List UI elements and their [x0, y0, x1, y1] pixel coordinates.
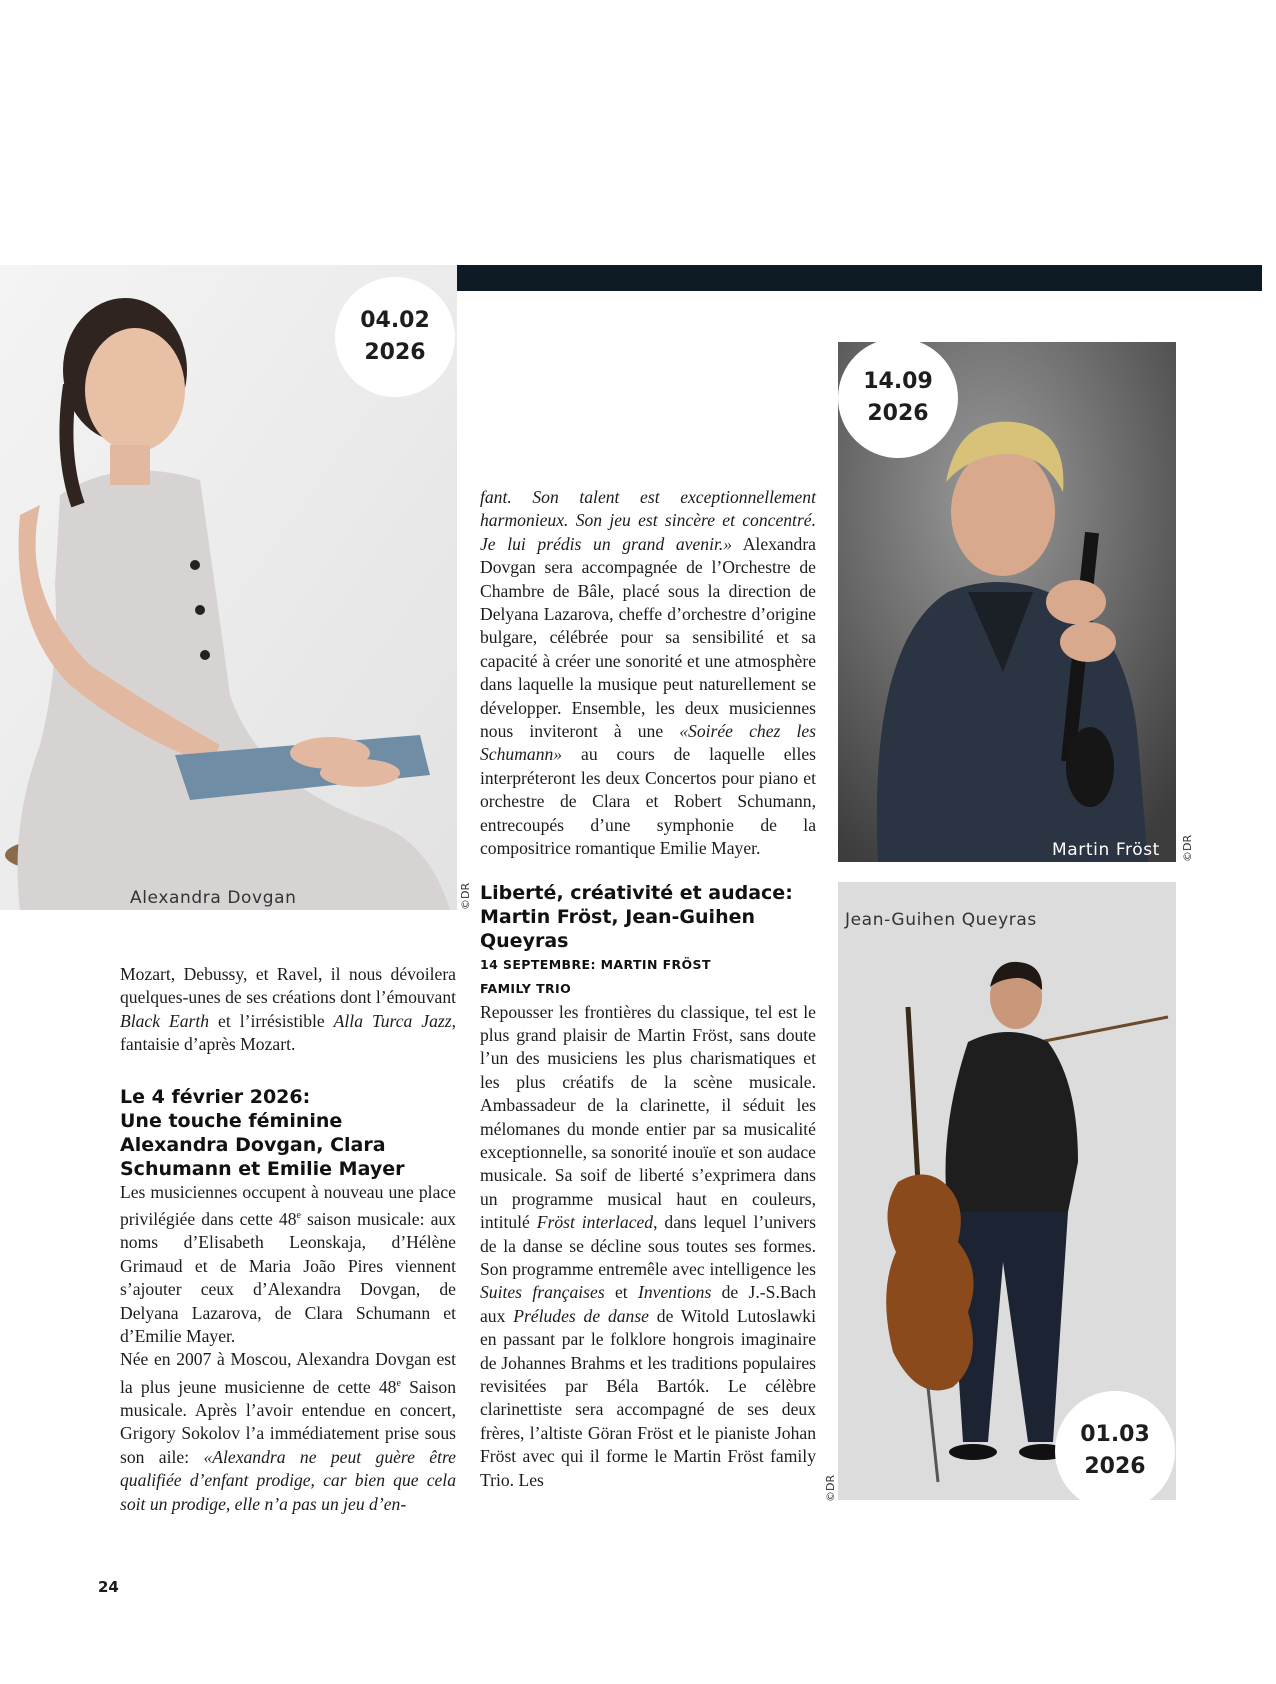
- page-number: 24: [98, 1578, 119, 1596]
- caption-queyras: Jean-Guihen Queyras: [845, 910, 1037, 930]
- section-heading-dovgan: Le 4 février 2026: Une touche féminine Alexandra Dovgan, Clara Schumann et Emilie Mayer: [120, 1085, 405, 1180]
- date-year: 2026: [1084, 1454, 1146, 1479]
- body-paragraph: Les musiciennes occupent à nouveau une place privilégiée dans cette 48e saison musicale: aux noms d’Elisabeth Leonskaja, d’Hélène Grimaud et de Maria João Pires viennent s’ajouter ceux d’Alexandra Dovgan, de Delyana Lazarova, de Clara Schumann et d’Emilie Mayer.: [120, 1181, 456, 1346]
- date-badge-frost: [838, 338, 958, 458]
- body-paragraph: Née en 2007 à Moscou, Alexandra Dovgan est la plus jeune musicienne de cette 48e Saison musicale. Après l’avoir entendue en concert, Grigory Sokolov l’a immédiatement prise sous son aile: «Alexandra ne peut guère être qualifiée d’enfant prodige, car bien que cela soit un prodige, elle n’a pas un jeu d’en-: [120, 1349, 456, 1514]
- date-day-month: 04.02: [360, 308, 430, 333]
- photo-credit-frost: ©DR: [1181, 834, 1194, 862]
- caption-frost: Martin Fröst: [1052, 840, 1160, 860]
- intro-paragraph: Mozart, Debussy, et Ravel, il nous dévoilera quelques-unes de ses créations dont l’émouvant Black Earth et l’irrésistible Alla Turca Jazz, fantaisie d’après Mozart.: [120, 964, 457, 1055]
- date-badge-dovgan: [335, 277, 455, 397]
- body-paragraph: fant. Son talent est exceptionnellement harmonieux. Son jeu est sincère et concentré. Je lui prédis un grand avenir.» Alexandra Dovgan sera accompagnée de l’Orchestre de Chambre de Bâle, placé sous la direction de Delyana Lazarova, cheffe d’orchestre d’origine bulgare, célébrée pour sa sensibilité et sa capacité à créer une sonorité et une atmosphère dans laquelle la musique peut naturellement se développer. Ensemble, les deux musiciennes nous inviteront à une «Soirée chez les Schumann» au cours de laquelle elles interpréteront les deux Concertos pour piano et orchestre de Clara et Robert Schumann, entrecoupés d’une symphonie de la compositrice romantique Emilie Mayer.: [480, 487, 816, 859]
- section-heading-frost-queyras: Liberté, créativité et audace: Martin Fröst, Jean-Guihen Queyras: [480, 881, 793, 952]
- date-year: 2026: [364, 340, 426, 365]
- event-kicker: 14 SEPTEMBRE: MARTIN FRÖST: [480, 956, 711, 972]
- article-column-2: [480, 486, 816, 1492]
- article-column-1: [120, 963, 456, 1516]
- date-badge-queyras: [1055, 1391, 1175, 1511]
- date-day-month: 01.03: [1080, 1422, 1150, 1447]
- date-year: 2026: [867, 401, 929, 426]
- header-band: [457, 265, 1262, 291]
- event-kicker: FAMILY TRIO: [480, 980, 572, 996]
- date-day-month: 14.09: [863, 369, 933, 394]
- photo-credit-queyras: ©DR: [824, 1474, 837, 1502]
- body-paragraph: Repousser les frontières du classique, tel est le plus grand plaisir de Martin Fröst, sans doute l’un des musiciens les plus charismatiques et les plus créatifs de la scène musicale. Ambassadeur de la clarinette, il séduit les mélomanes du monde entier par sa musicalité exceptionnelle, sa sonorité inouïe et son audace musicale. Sa soif de liberté s’exprimera dans un programme musical haut en couleurs, intitulé Fröst interlaced, dans lequel l’univers de la danse se décline sous toutes ses formes. Son programme entremêle avec intelligence les Suites françaises et Inventions de J.-S.Bach aux Préludes de danse de Witold Lutoslawki en passant par le folklore hongrois imaginaire de Johannes Brahms et les traditions populaires revisitées par Béla Bartók. Le célèbre clarinettiste sera accompagné de ses deux frères, l’altiste Göran Fröst et le pianiste Johan Fröst avec qui il forme le Martin Fröst family Trio. Les: [480, 1001, 816, 1490]
- caption-dovgan: Alexandra Dovgan: [130, 888, 297, 908]
- photo-credit-dovgan: ©DR: [459, 882, 472, 910]
